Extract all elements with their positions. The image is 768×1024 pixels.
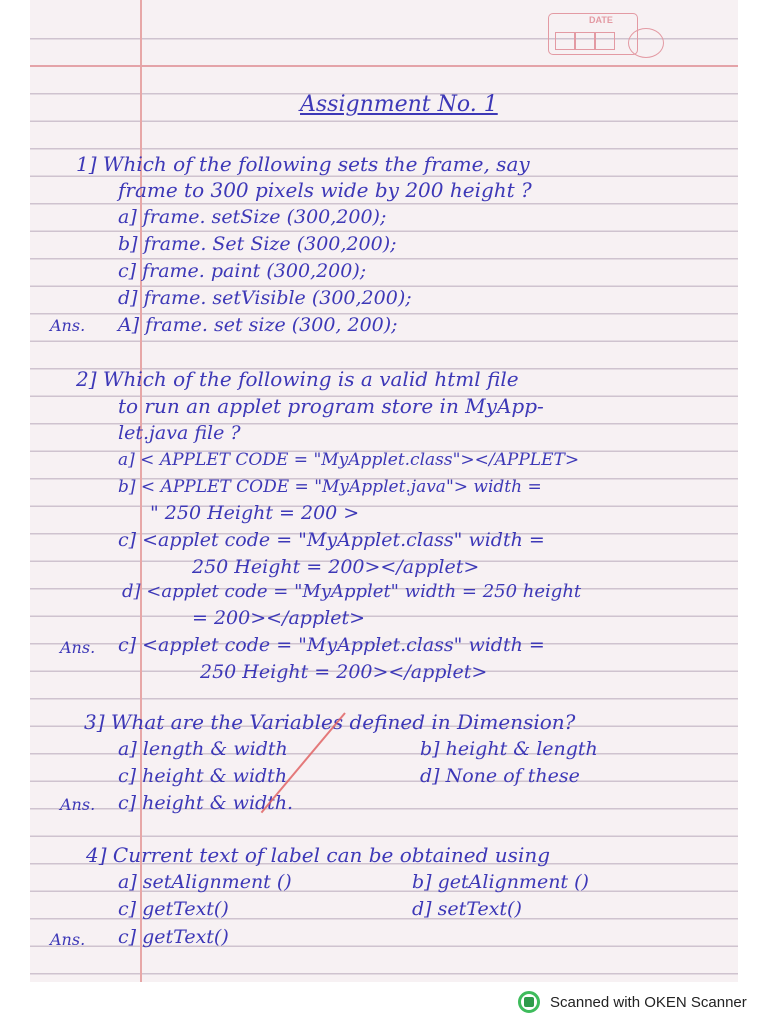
question-1-line-2: frame to 300 pixels wide by 200 height ? (118, 178, 532, 202)
date-label: DATE (589, 15, 613, 25)
date-cell (595, 32, 615, 50)
answer-2-line-1: c] <applet code = "MyApplet.class" width = (118, 634, 545, 656)
question-3-option-a: a] length & width (118, 738, 288, 760)
page-title: Assignment No. 1 (300, 92, 498, 117)
answer-2-line-2: 250 Height = 200></applet> (200, 661, 488, 683)
question-3-option-d: d] None of these (420, 765, 580, 787)
question-2-option-b-line-1: b] < APPLET CODE = "MyApplet.java"> width = (118, 477, 542, 497)
question-4: 4] Current text of label can be obtained using (86, 843, 551, 867)
question-2-option-b-line-2: " 250 Height = 200 > (150, 502, 360, 524)
question-2-option-c-line-1: c] <applet code = "MyApplet.class" width = (118, 529, 545, 551)
question-3-option-c: c] height & width (118, 765, 288, 787)
answer-4: c] getText() (118, 926, 229, 948)
question-1-option-b: b] frame. Set Size (300,200); (118, 233, 397, 255)
question-1-option-a: a] frame. setSize (300,200); (118, 206, 387, 228)
question-2-option-d-line-1: d] <applet code = "MyApplet" width = 250 height (122, 581, 582, 602)
question-3-option-b: b] height & length (420, 738, 598, 760)
scanner-logo-icon (518, 991, 540, 1013)
answer-3-label: Ans. (60, 795, 96, 814)
question-4-option-b: b] getAlignment () (412, 871, 589, 893)
answer-2-label: Ans. (60, 638, 96, 657)
header-rule (30, 65, 738, 67)
question-4-option-a: a] setAlignment () (118, 871, 292, 893)
question-4-option-c: c] getText() (118, 898, 229, 920)
question-1-option-d: d] frame. setVisible (300,200); (118, 287, 412, 309)
scanner-watermark (518, 990, 747, 1014)
question-2-option-a: a] < APPLET CODE = "MyApplet.class"></APPLET> (118, 450, 580, 470)
scanner-text: Scanned with OKEN Scanner (550, 993, 747, 1011)
answer-1-label: Ans. (50, 316, 86, 335)
question-2-line-3: let.java file ? (118, 422, 241, 444)
answer-4-label: Ans. (50, 930, 86, 949)
date-cell (555, 32, 575, 50)
question-2-line-1: 2] Which of the following is a valid html file (76, 367, 519, 391)
question-4-option-d: d] setText() (412, 898, 522, 920)
date-box (548, 13, 638, 55)
answer-3: c] height & width. (118, 792, 294, 814)
question-2-line-2: to run an applet program store in MyApp- (118, 394, 544, 418)
question-2-option-d-line-2: = 200></applet> (192, 607, 365, 629)
answer-1: A] frame. set size (300, 200); (118, 314, 398, 336)
question-3: 3] What are the Variables defined in Dimension? (84, 710, 576, 734)
question-2-option-c-line-2: 250 Height = 200></applet> (192, 556, 480, 578)
question-1-line-1: 1] Which of the following sets the frame, say (76, 152, 530, 176)
date-circle (628, 28, 664, 58)
date-cell (575, 32, 595, 50)
question-1-option-c: c] frame. paint (300,200); (118, 260, 367, 282)
